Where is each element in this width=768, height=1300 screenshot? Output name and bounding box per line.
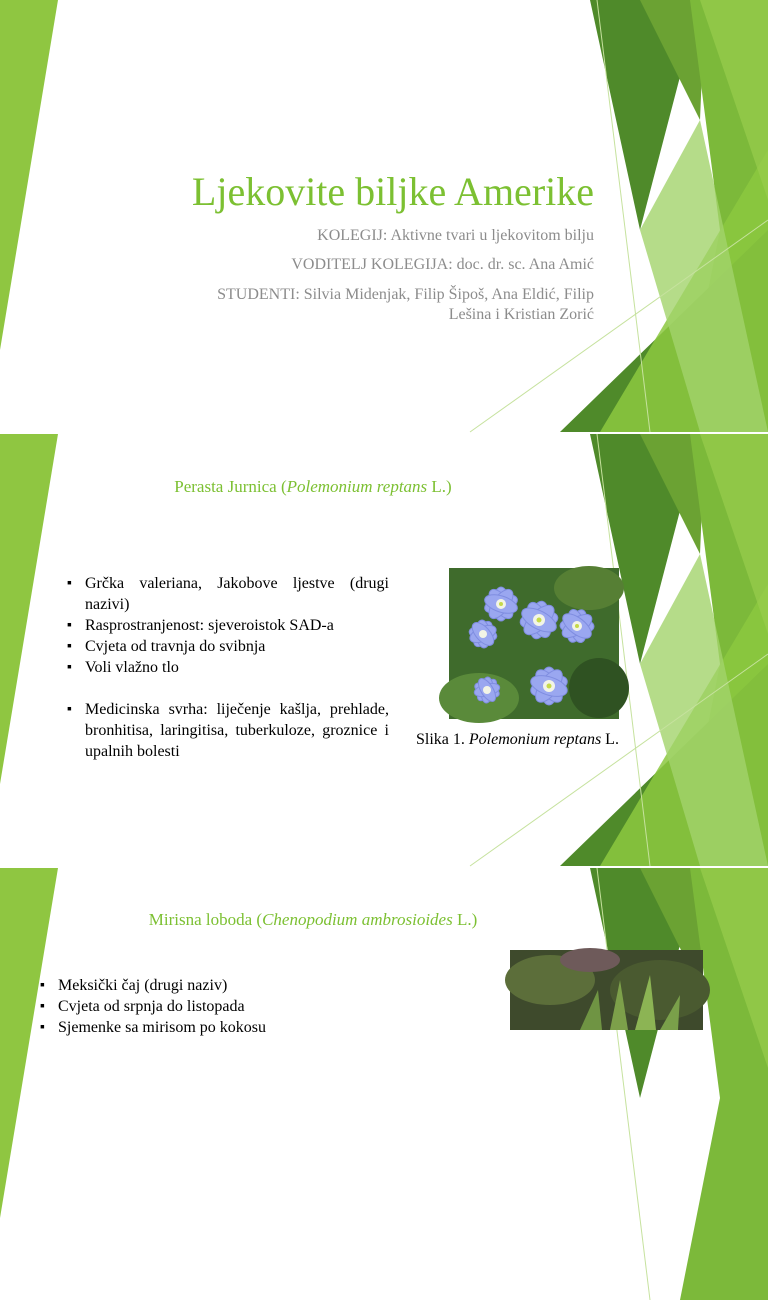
heading-text: Mirisna loboda ( <box>148 910 263 929</box>
course-line: KOLEGIJ: Aktivne tvari u ljekovitom bilju <box>317 227 594 244</box>
lecturer-line: VODITELJ KOLEGIJA: doc. dr. sc. Ana Amić <box>291 256 594 273</box>
list-item: ▪ Rasprostranjenost: sjeveroistok SAD-a <box>67 615 389 636</box>
list-item: ▪ Meksički čaj (drugi naziv) <box>40 975 480 996</box>
list-item: ▪ Cvjeta od travnja do svibnja <box>67 636 389 657</box>
caption-author: L. <box>601 731 619 748</box>
list-item: ▪ Grčka valeriana, Jakobove ljestve (drugi nazivi) <box>67 573 389 615</box>
slide-decoration <box>0 868 768 1300</box>
caption-label: Slika 1. <box>416 731 469 748</box>
slide-heading <box>0 476 626 498</box>
students-line-2: Lešina i Kristian Zorić <box>448 306 594 323</box>
slide-chenopodium <box>0 868 768 1036</box>
title-slide <box>0 0 768 432</box>
list-item: ▪ Sjemenke sa mirisom po kokosu <box>40 1017 480 1038</box>
students-line-1: STUDENTI: Silvia Midenjak, Filip Šipoš, Ana Eldić, Filip <box>217 286 594 303</box>
list-item: ▪ Medicinska svrha: liječenje kašlja, prehlade, bronhitisa, laringitisa, tuberkuloze, groznice i upalnih bolesti <box>67 699 389 762</box>
slide-polemonium <box>0 434 768 866</box>
slide-decoration <box>0 0 768 432</box>
presentation-title: Ljekovite biljke Amerike <box>191 169 594 214</box>
heading-author: L.) <box>452 910 478 929</box>
caption-latin-name: Polemonium reptans <box>468 731 602 748</box>
list-item: ▪ Voli vlažno tlo <box>67 657 389 678</box>
blue-flower-photo <box>449 568 619 719</box>
slide-heading <box>0 909 626 931</box>
heading-latin-name: Chenopodium ambrosioides <box>262 910 453 929</box>
bullet-list <box>40 975 480 1038</box>
bullet-list <box>67 573 389 762</box>
green-plant-photo <box>510 950 703 1030</box>
heading-author: L.) <box>427 477 452 496</box>
heading-text: Perasta Jurnica ( <box>174 477 287 496</box>
figure-caption <box>416 730 676 750</box>
list-item: ▪ Cvjeta od srpnja do listopada <box>40 996 480 1017</box>
heading-latin-name: Polemonium reptans <box>286 477 428 496</box>
